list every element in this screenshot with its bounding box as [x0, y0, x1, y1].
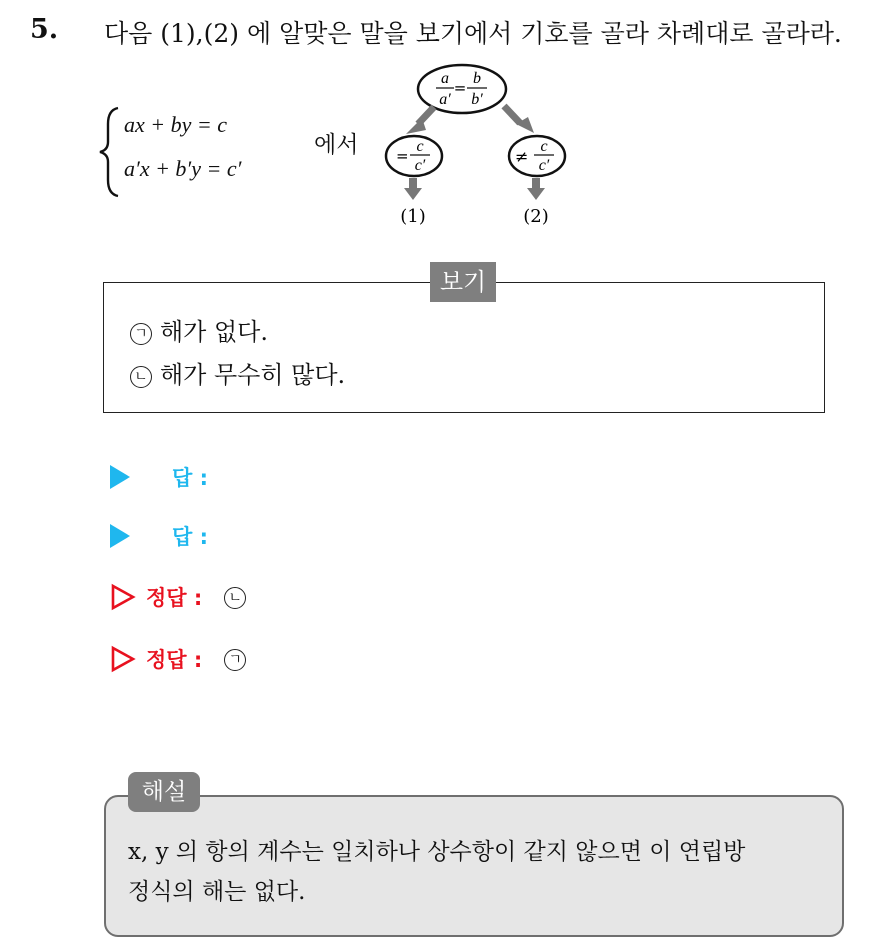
filled-triangle-icon [110, 524, 130, 548]
bogi-item-2-text: 해가 무수히 많다. [160, 361, 346, 389]
circled-symbol-1: ㄱ [130, 323, 152, 345]
solution-line-1: x, y 의 항의 계수는 일치하나 상수항이 같지 않으면 이 연립방 [128, 839, 746, 865]
answer-blank-2 [110, 521, 208, 561]
arrow-down-left-icon [404, 178, 422, 200]
bogi-item-2 [130, 355, 345, 390]
left-node-num: c [416, 138, 424, 155]
arrow-down-right-icon [527, 178, 545, 200]
answer-blank-1 [110, 462, 208, 502]
left-brace-icon [96, 104, 124, 200]
solution-label: 해설 [128, 772, 200, 812]
top-right-num: b [473, 70, 481, 87]
answer-label-1: 답 : [172, 466, 208, 490]
circled-symbol-2: ㄴ [130, 366, 152, 388]
right-node-num: c [540, 138, 548, 155]
top-left-den: a′ [439, 91, 451, 108]
right-node-den: c′ [538, 157, 550, 174]
equation-2: a′x + b′y = c′ [124, 156, 242, 181]
correct-value-2: ㄱ [224, 649, 246, 671]
svg-text:≠: ≠ [515, 147, 529, 166]
question-number: 5. [30, 14, 59, 45]
correct-label-2: 정답 : [146, 648, 203, 672]
top-left-num: a [441, 70, 449, 87]
connector-text: 에서 [314, 132, 359, 158]
correct-label-1: 정답 : [146, 586, 203, 610]
filled-triangle-icon [110, 465, 130, 489]
solution-text [128, 832, 828, 912]
ratio-flow-diagram [382, 62, 582, 232]
arrow-left-icon [406, 107, 434, 134]
correct-answer-2 [110, 644, 254, 684]
correct-value-1: ㄴ [224, 587, 246, 609]
label-1: (1) [400, 206, 426, 227]
svg-text:=: = [396, 147, 409, 165]
svg-text:=: = [453, 79, 467, 97]
equation-system [96, 104, 296, 200]
arrow-right-icon [504, 106, 534, 133]
outline-triangle-icon [110, 583, 136, 611]
left-node-den: c′ [414, 157, 426, 174]
bogi-item-1 [130, 312, 268, 347]
top-right-den: b′ [471, 91, 483, 108]
bogi-label: 보기 [430, 262, 496, 302]
equation-1: ax + by = c [124, 112, 227, 137]
outline-triangle-icon [110, 645, 136, 673]
answer-label-2: 답 : [172, 525, 208, 549]
correct-answer-1 [110, 582, 254, 622]
label-2: (2) [523, 206, 549, 227]
solution-line-2: 정식의 해는 없다. [128, 879, 306, 905]
question-text: 다음 (1),(2) 에 알맞은 말을 보기에서 기호를 골라 차례대로 골라라. [104, 19, 842, 48]
bogi-item-1-text: 해가 없다. [160, 318, 268, 346]
